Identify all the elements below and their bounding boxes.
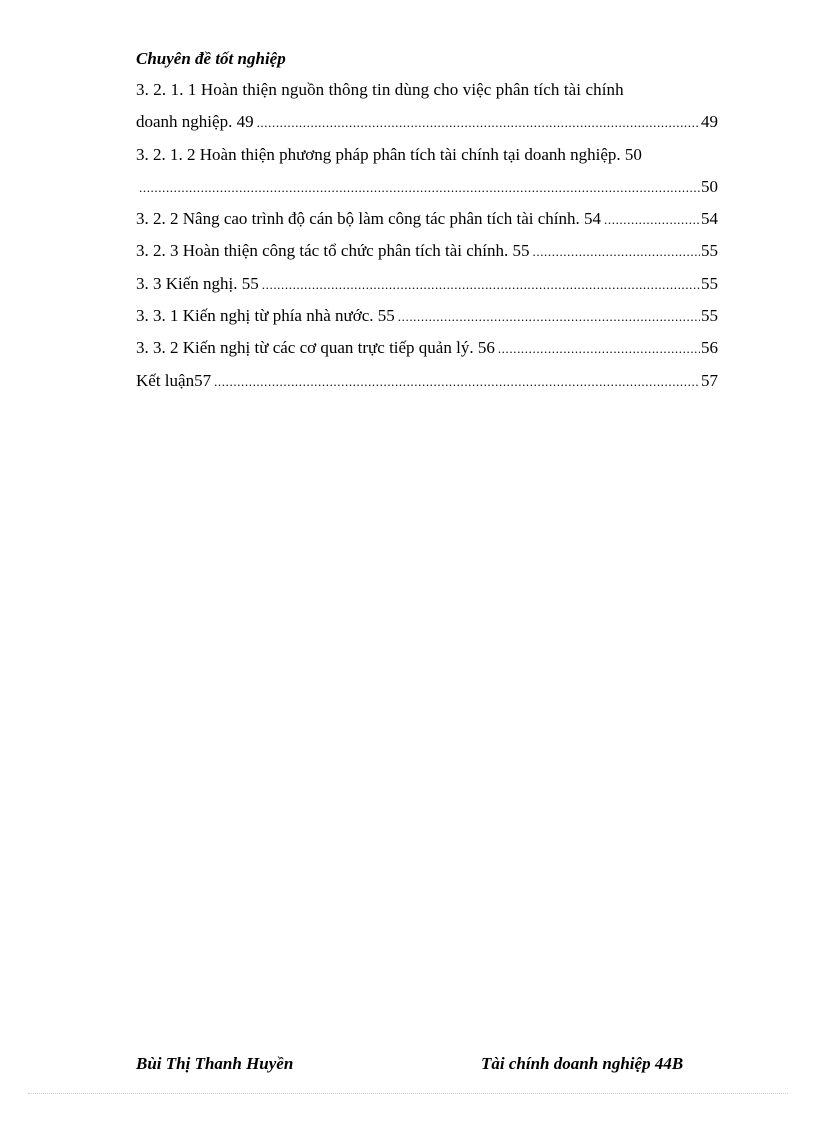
toc-entry-text: 3. 2. 3 Hoàn thiện công tác tổ chức phân tích tài chính. 55 [136,241,530,261]
toc-entry[interactable] [136,332,718,364]
toc-entry-line [136,74,718,106]
footer-author: Bùi Thị Thanh Huyền [136,1054,294,1073]
page-bottom-divider [28,1093,788,1094]
dot-leader [604,204,700,235]
toc-page-number: 57 [701,370,718,390]
footer-class: Tài chính doanh nghiệp 44B [481,1054,684,1073]
dot-leader [262,269,700,300]
toc-entry[interactable] [136,365,718,397]
toc-page-number: 56 [701,338,718,358]
toc-entry-text: doanh nghiệp. 49 [136,112,254,132]
toc-entry-text: Kết luận57 [136,370,212,390]
table-of-contents [136,74,718,397]
toc-entry-text: 3. 2. 2 Nâng cao trình độ cán bộ làm công tác phân tích tài chính. 54 [136,209,602,229]
dot-leader [139,172,700,203]
dot-leader [533,236,701,267]
dot-leader [498,333,700,364]
header-title: Chuyên đề tốt nghiệp [136,49,286,68]
toc-entry[interactable] [136,106,718,138]
toc-page-number: 55 [701,241,718,261]
toc-entry-text: 3. 3. 1 Kiến nghị từ phía nhà nước. 55 [136,306,395,326]
toc-entry-text: 3. 2. 1. 2 Hoàn thiện phương pháp phân tích tài chính tại doanh nghiệp. 50 [136,144,642,164]
toc-page-number: 54 [701,209,718,229]
dot-leader [257,107,700,138]
toc-entry-line [136,139,718,171]
toc-entry[interactable] [136,268,718,300]
toc-page-number: 55 [701,273,718,293]
toc-entry[interactable] [136,171,718,203]
toc-page-number: 49 [701,112,718,132]
toc-page-number: 50 [701,176,718,196]
toc-entry-text: 3. 3 Kiến nghị. 55 [136,273,259,293]
dot-leader [214,366,700,397]
toc-entry[interactable] [136,300,718,332]
dot-leader [398,301,700,332]
toc-page-number: 55 [701,306,718,326]
toc-entry-text: 3. 2. 1. 1 Hoàn thiện nguồn thông tin dùng cho việc phân tích tài chính [136,80,624,99]
toc-entry-text: 3. 3. 2 Kiến nghị từ các cơ quan trực tiếp quản lý. 56 [136,338,495,358]
toc-entry[interactable] [136,235,718,267]
toc-entry[interactable] [136,203,718,235]
